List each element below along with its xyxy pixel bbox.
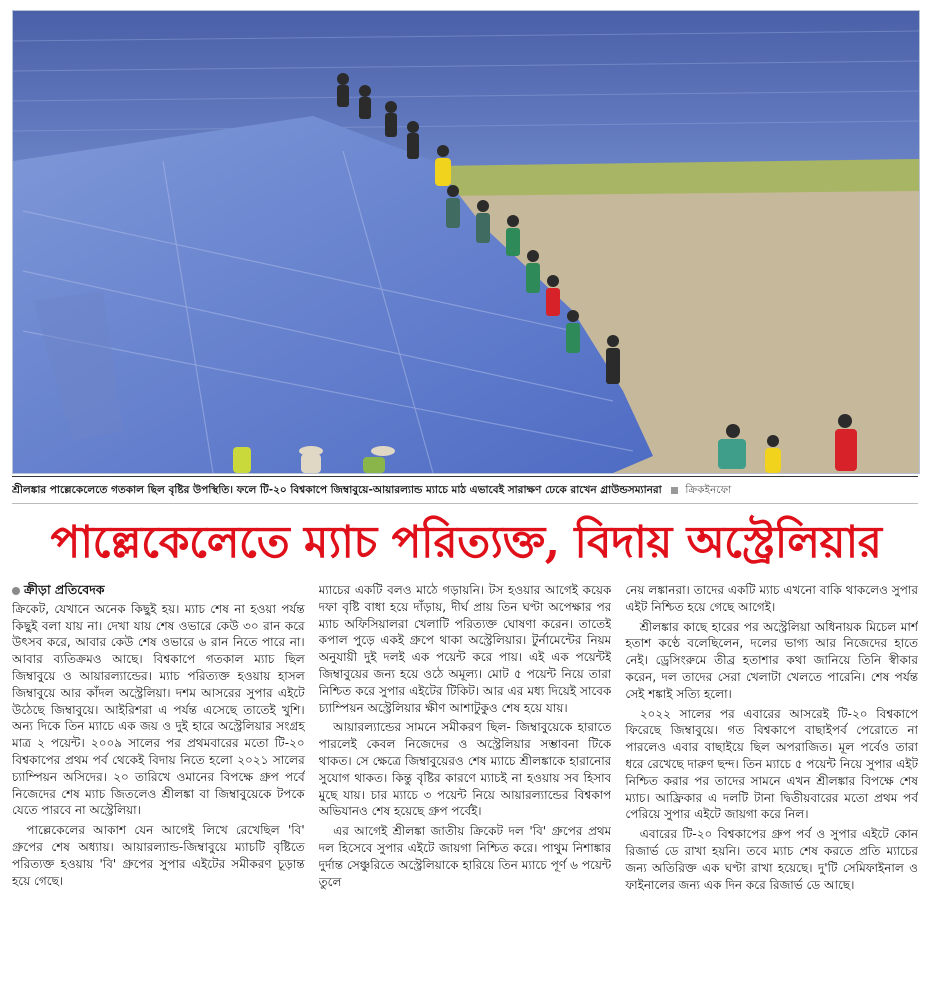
paragraph: পাল্লেকেলের আকাশ যেন আগেই লিখে রেখেছিল 'বি' গ্রুপের শেষ অধ্যায়। আয়ারল্যান্ড-জিম্বাবুয়ে ম্যাচটি বৃষ্টিতে পরিত্যক্ত হওয়ায় 'বি' গ্রুপের সুপার এইটের সমীকরণ চূড়ান্ত হয়ে গেছে। bbox=[12, 823, 305, 888]
article-body bbox=[12, 582, 918, 986]
photo-credit: ক্রিকইনফো bbox=[685, 484, 732, 496]
bullet-dot-icon bbox=[12, 587, 20, 595]
paragraph: ক্রিকেট, যেখানে অনেক কিছুই হয়। ম্যাচ শেষ না হওয়া পর্যন্ত কিছুই বলা যায় না। দেখা যায় শেষ ওভারে কেউ ৩০ রান করে উৎসব করে, আবার কেউ শেষ ওভারে ৬ রান নিতে পারে না। আবার ব্যতিক্রমও আছে। বিশ্বকাপে গতকাল ম্যাচ ছিল জিম্বাবুয়ে ও আয়ারল্যান্ডের। ম্যাচ পরিত্যক্ত হওয়ায় হাসল জিম্বাবুয়ে আর কাঁদল অস্ট্রেলিয়া। দশম আসরের সুপার এইটে উঠেছে জিম্বাবুয়ে। আইরিশরা এ পর্যন্ত এসেছে তাতেই খুশি। অন্য দিকে তিন ম্যাচে এক জয় ও দুই হারে অস্ট্রেলিয়ার সংগ্রহ মাত্র ২ পয়েন্ট। ২০০৯ সালের পর প্রথমবারের মতো টি-২০ বিশ্বকাপের প্রথম পর্ব থেকেই বিদায় নিতে হলো ২০২১ সালের চ্যাম্পিয়ন অসিদের। ২০ তারিখে ওমানের বিপক্ষে গ্রুপ পর্বে নিজেদের শেষ ম্যাচ জিতলেও শ্রীলঙ্কা বা জিম্বাবুয়েকে টপকে যেতে পারবে না অস্ট্রেলিয়া। bbox=[12, 601, 305, 818]
paragraph: ম্যাচের একটি বলও মাঠে গড়ায়নি। টস হওয়ার আগেই কয়েক দফা বৃষ্টি বাধা হয়ে দাঁড়ায়, দীর্ঘ প্রায় তিন ঘণ্টা অপেক্ষার পর ম্যাচ অফিসিয়ালরা খেলাটি পরিত্যক্ত ঘোষণা করেন। তাতেই কপাল পুড়ে একই গ্রুপে থাকা অস্ট্রেলিয়ার। টুর্নামেন্টের নিয়ম অনুযায়ী দুই দলই এক পয়েন্ট করে পায়। এই এক পয়েন্টই জিম্বাবুয়ের জন্য হয়ে ওঠে অমূল্য। মোট ৫ পয়েন্ট নিয়ে তারা নিশ্চিত করে সুপার এইটের টিকিট। আর এর মধ্য দিয়েই সাবেক চ্যাম্পিয়ন অস্ট্রেলিয়ার ক্ষীণ আশাটুকুও শেষ হয়ে যায়। bbox=[318, 583, 612, 715]
paragraph: এর আগেই শ্রীলঙ্কা জাতীয় ক্রিকেট দল 'বি' গ্রুপের প্রথম দল হিসেবে সুপার এইটে জায়গা নিশ্চিত করে। পাথুম নিশাঙ্কার দুর্দান্ত সেঞ্চুরিতে অস্ট্রেলিয়াকে হারিয়ে তিন ম্যাচে পূর্ণ ৬ পয়েন্ট তুলে bbox=[318, 824, 612, 889]
byline bbox=[12, 582, 305, 599]
paragraph: এবারের টি-২০ বিশ্বকাপের গ্রুপ পর্ব ও সুপার এইটে কোন রিজার্ভ ডে রাখা হয়নি। তবে ম্যাচ শেষ করতে প্রতি ম্যাচের জন্য অতিরিক্ত এক ঘণ্টা রাখা হয়েছে। দু'টি সেমিফাইনাল ও ফাইনালের জন্য এক দিন করে রিজার্ভ ডে আছে। bbox=[625, 827, 919, 892]
byline-text: ক্রীড়া প্রতিবেদক bbox=[24, 582, 105, 597]
paragraph: নেয় লঙ্কানরা। তাদের একটি ম্যাচ এখনো বাকি থাকলেও সুপার এইট নিশ্চিত হয়ে গেছে আগেই। bbox=[625, 583, 919, 614]
photo-caption bbox=[12, 476, 918, 504]
paragraph: ২০২২ সালের পর এবারের আসরেই টি-২০ বিশ্বকাপে ফিরেছে জিম্বাবুয়ে। গত বিশ্বকাপে বাছাইপর্ব পেরোতে না পারলেও এবার বাছাইয়ে ছিল অপরাজিত। মূল পর্বেও তারা ধরে রেখেছে দারুণ ছন্দ। তিন ম্যাচে ৫ পয়েন্ট নিয়ে সুপার এইট নিশ্চিত করার পর তাদের সামনে এখন শ্রীলঙ্কার বিপক্ষে শেষ ম্যাচ। আফ্রিকার এ দলটি টানা দ্বিতীয়বারের মতো প্রথম পর্ব পেরিয়ে সুপার এইটে জায়গা করে নিল। bbox=[625, 706, 919, 822]
article-column-1 bbox=[12, 582, 305, 986]
news-photo bbox=[12, 10, 920, 474]
headline: পাল্লেকেলেতে ম্যাচ পরিত্যক্ত, বিদায় অস্ট্রেলিয়ার bbox=[50, 517, 882, 568]
rain-cover-stadium-photo bbox=[13, 11, 919, 473]
paragraph: আয়ারল্যান্ডের সামনে সমীকরণ ছিল- জিম্বাবুয়েকে হারাতে পারলেই কেবল নিজেদের ও অস্ট্রেলিয়ার সম্ভাবনা টিকে থাকত। সে ক্ষেত্রে জিম্বাবুয়েরও শেষ ম্যাচে শ্রীলঙ্কাকে হারানোর সুযোগ থাকত। কিন্তু বৃষ্টির কারণে ম্যাচই না হওয়ায় সব হিসাব মুছে যায়। চার ম্যাচে ৩ পয়েন্ট নিয়ে আয়ারল্যান্ডের বিশ্বকাপ অভিযানও শেষ হয়েছে গ্রুপ পর্বেই। bbox=[318, 720, 612, 819]
separator-square-icon bbox=[671, 487, 678, 494]
article-column-3 bbox=[625, 582, 918, 986]
paragraph: শ্রীলঙ্কার কাছে হারের পর অস্ট্রেলিয়া অধিনায়ক মিচেল মার্শ হতাশ কণ্ঠে বলেছিলেন, দলের ভাগ্য আর নিজেদের হাতে নেই। ড্রেসিংরুমে তীব্র হতাশার কথা জানিয়ে তিনি স্বীকার করেন, দল তাদের সেরা খেলাটা খেলতে পারেনি। শেষ পর্যন্ত সেই শঙ্কাই সত্যি হলো। bbox=[625, 619, 919, 701]
caption-text: শ্রীলঙ্কার পাল্লেকেলেতে গতকাল ছিল বৃষ্টির উপস্থিতি। ফলে টি-২০ বিশ্বকাপে জিম্বাবুয়ে-আয়ারল্যান্ড ম্যাচে মাঠ এভাবেই সারাক্ষণ ঢেকে রাখেন গ্রাউন্ডসম্যানরা bbox=[12, 484, 662, 496]
article-column-2 bbox=[319, 582, 612, 986]
